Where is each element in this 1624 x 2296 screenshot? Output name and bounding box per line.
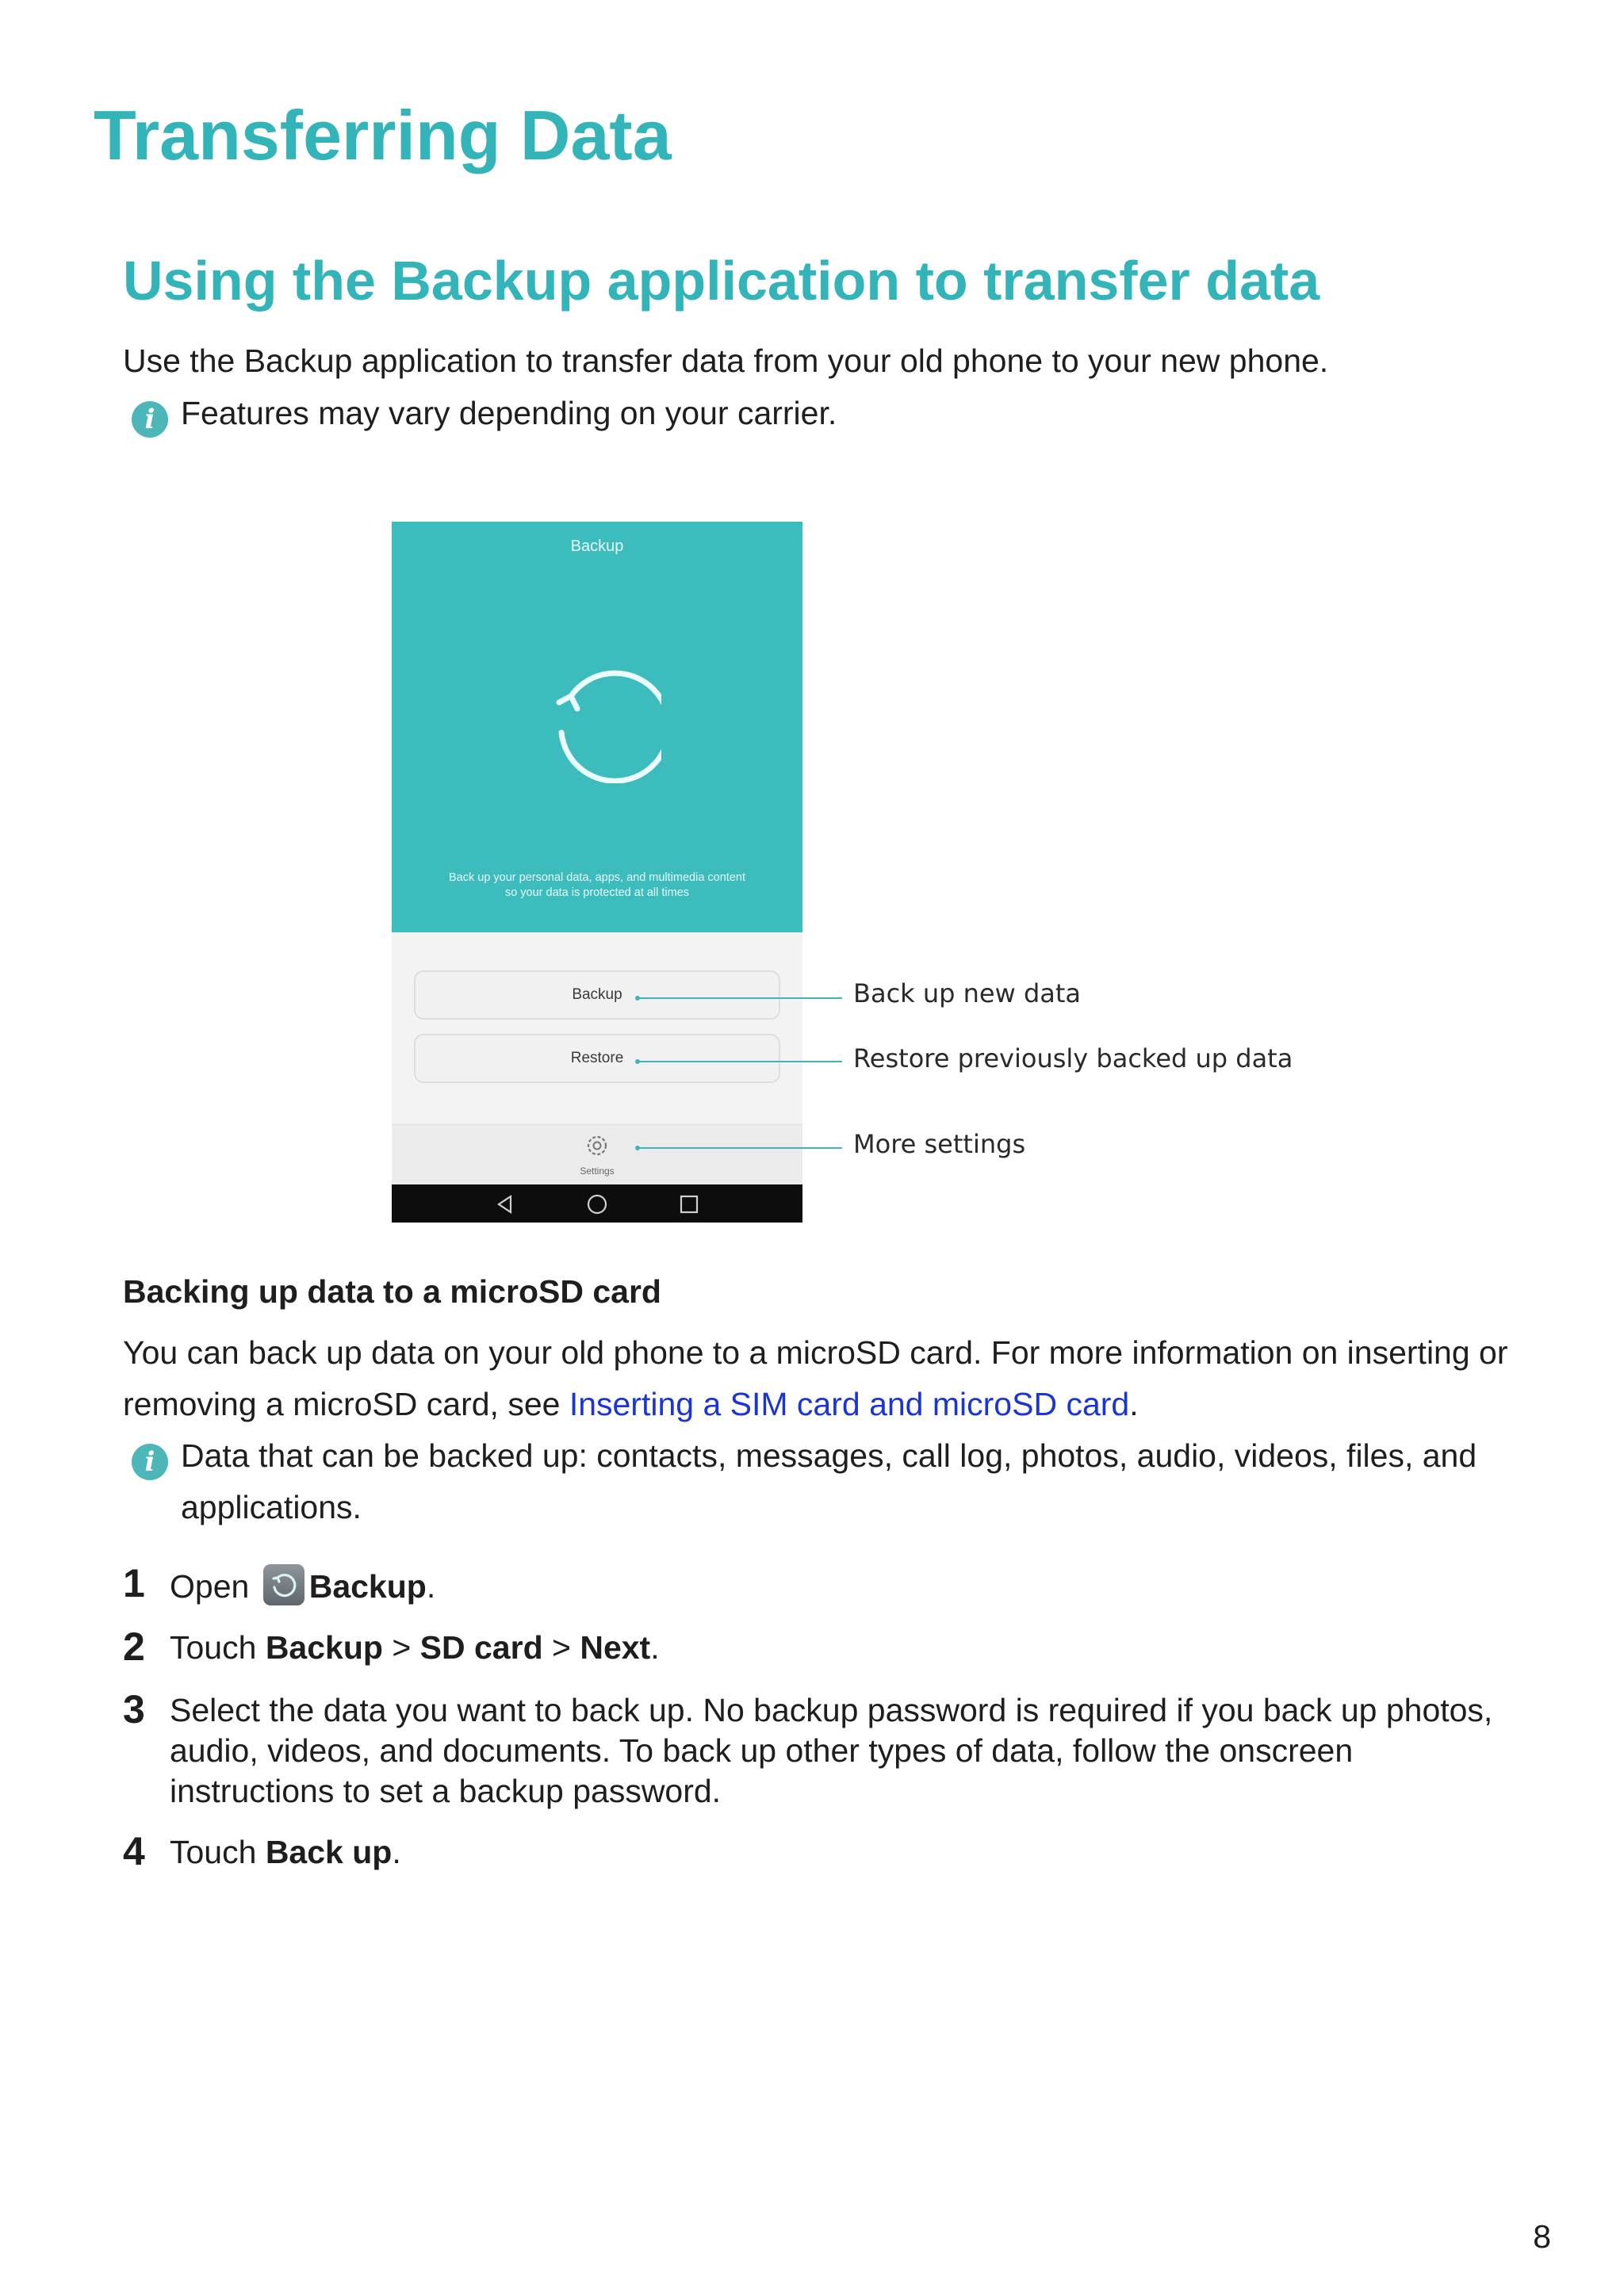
backup-app-icon xyxy=(263,1564,304,1605)
subheading-microsd: Backing up data to a microSD card xyxy=(123,1273,661,1310)
step-1-text xyxy=(170,1564,435,1607)
callout-backup: Back up new data xyxy=(853,978,1082,1008)
note-backup-data-line2: applications. xyxy=(181,1489,362,1525)
step-1-post: . xyxy=(426,1568,436,1605)
callout-line-settings xyxy=(638,1147,842,1149)
microsd-paragraph-suffix: . xyxy=(1129,1386,1139,1422)
backup-refresh-icon xyxy=(534,656,661,783)
phone-app-title: Backup xyxy=(570,538,624,555)
phone-restore-button[interactable]: Restore xyxy=(414,1034,780,1083)
settings-gear-icon[interactable] xyxy=(584,1132,611,1159)
microsd-paragraph-line1: You can back up data on your old phone to a microSD card. For more information on inserting or xyxy=(123,1334,1508,1371)
step-2-sep-2: > xyxy=(542,1629,580,1666)
step-4-pre: Touch xyxy=(170,1834,266,1870)
step-2-bold-2: SD card xyxy=(419,1629,543,1666)
microsd-paragraph-prefix: removing a microSD card, see xyxy=(123,1386,569,1422)
microsd-paragraph-line2 xyxy=(123,1385,1139,1424)
nav-home-icon[interactable] xyxy=(586,1193,608,1215)
step-2-post: . xyxy=(650,1629,660,1666)
phone-settings-label: Settings xyxy=(580,1165,615,1177)
section-title: Using the Backup application to transfer data xyxy=(123,250,1320,312)
chapter-title: Transferring Data xyxy=(94,96,672,174)
step-2-sep-1: > xyxy=(382,1629,420,1666)
phone-screenshot xyxy=(392,522,802,1223)
intro-text: Use the Backup application to transfer data from your old phone to your new phone. xyxy=(123,342,1329,379)
sim-card-link[interactable]: Inserting a SIM card and microSD card xyxy=(569,1386,1130,1422)
note-backup-data-line1: Data that can be backed up: contacts, messages, call log, photos, audio, videos, files, and xyxy=(181,1437,1477,1474)
step-3-number: 3 xyxy=(123,1687,145,1732)
step-2-bold-1: Backup xyxy=(265,1629,383,1666)
page-number: 8 xyxy=(1533,2218,1551,2255)
callout-line-restore xyxy=(638,1061,842,1062)
step-3-line1: Select the data you want to back up. No backup password is required if you back up photos, xyxy=(170,1692,1493,1728)
step-1-number: 1 xyxy=(123,1561,145,1605)
step-1-pre: Open xyxy=(170,1568,250,1605)
step-3-line3: instructions to set a backup password. xyxy=(170,1772,722,1809)
step-4-post: . xyxy=(392,1834,401,1870)
note-carrier: Features may vary depending on your carrier. xyxy=(181,395,837,431)
phone-description xyxy=(392,871,802,901)
step-4-number: 4 xyxy=(123,1829,145,1873)
step-2-text xyxy=(170,1628,660,1668)
phone-description-line1: Back up your personal data, apps, and multimedia content xyxy=(448,871,745,884)
step-3-text xyxy=(170,1690,1492,1811)
step-2-number: 2 xyxy=(123,1624,145,1669)
step-4-text xyxy=(170,1832,401,1873)
step-3-line2: audio, videos, and documents. To back up other types of data, follow the onscreen xyxy=(170,1732,1354,1769)
phone-backup-button[interactable]: Backup xyxy=(414,970,780,1020)
nav-recents-icon[interactable] xyxy=(679,1194,699,1215)
callout-settings: More settings xyxy=(853,1129,1026,1159)
step-1-bold: Backup xyxy=(308,1568,427,1605)
nav-back-icon[interactable] xyxy=(495,1194,515,1215)
callout-restore: Restore previously backed up data xyxy=(853,1043,1293,1073)
phone-description-line2: so your data is protected at all times xyxy=(504,886,690,899)
step-4-bold: Back up xyxy=(265,1834,393,1870)
step-2-bold-3: Next xyxy=(580,1629,651,1666)
info-icon: i xyxy=(132,1444,168,1480)
step-2-pre: Touch xyxy=(170,1629,266,1666)
phone-navigation-bar xyxy=(392,1184,802,1223)
callout-line-backup xyxy=(638,997,842,999)
info-icon: i xyxy=(132,401,168,438)
